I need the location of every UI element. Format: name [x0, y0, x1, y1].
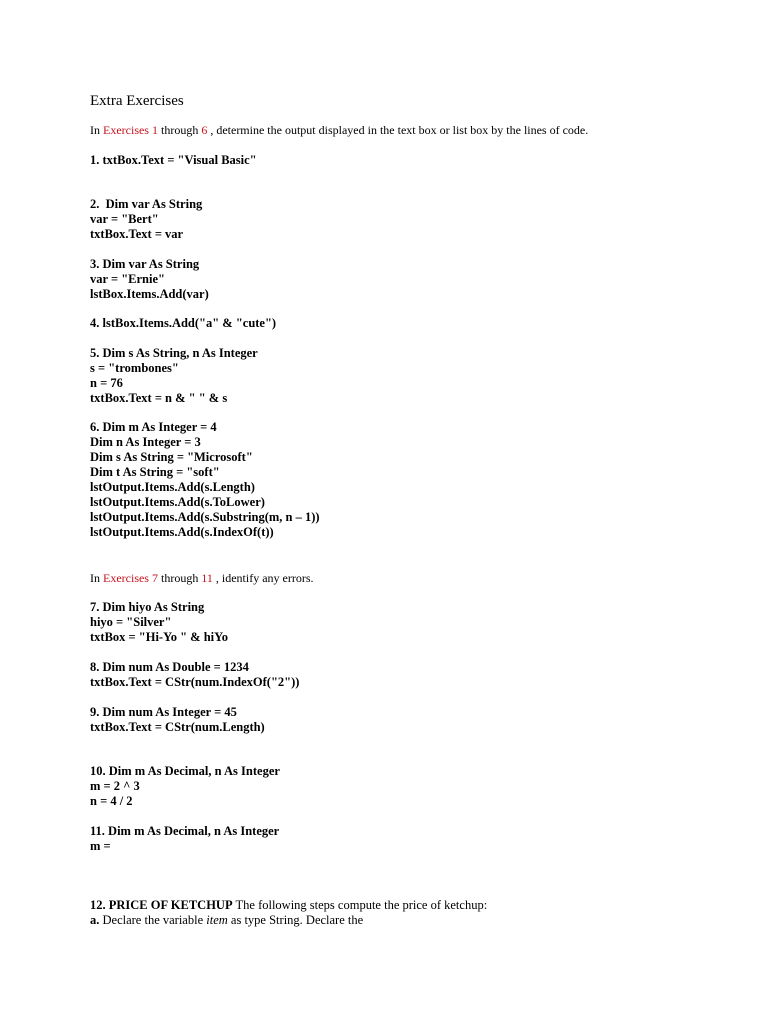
exercise-link[interactable]: 6: [201, 123, 208, 137]
exercise-5-line: s = "trombones": [90, 361, 179, 375]
intro-text: In: [90, 571, 103, 585]
variable-name: item: [206, 913, 228, 927]
exercise-7-line: hiyo = "Silver": [90, 615, 172, 629]
exercise-3-line: var = "Ernie": [90, 272, 165, 286]
exercise-6-line: lstOutput.Items.Add(s.IndexOf(t)): [90, 525, 274, 539]
exercise-12-text: The following steps compute the price of ketchup:: [232, 898, 488, 912]
exercise-5-line: 5. Dim s As String, n As Integer: [90, 346, 258, 360]
exercise-6-line: 6. Dim m As Integer = 4: [90, 420, 217, 434]
exercise-link[interactable]: 11: [201, 571, 213, 585]
exercise-link[interactable]: Exercises 7: [103, 571, 158, 585]
exercise-8-line: 8. Dim num As Double = 1234: [90, 660, 249, 674]
exercise-10-line: n = 4 / 2: [90, 794, 133, 808]
exercise-6-line: lstOutput.Items.Add(s.Length): [90, 480, 255, 494]
intro-exercises-7-11: [90, 571, 314, 586]
exercise-2-line: txtBox.Text = var: [90, 227, 184, 241]
exercise-8-line: txtBox.Text = CStr(num.IndexOf("2")): [90, 675, 300, 689]
intro-text: through: [157, 571, 202, 585]
exercise-12-heading: [90, 898, 487, 913]
exercise-11-line: m =: [90, 839, 111, 853]
exercise-link[interactable]: Exercises 1: [103, 123, 158, 137]
intro-text: , determine the output displayed in the text box or list box by the lines of code.: [207, 123, 589, 137]
exercise-11-line: 11. Dim m As Decimal, n As Integer: [90, 824, 280, 838]
exercise-7-line: 7. Dim hiyo As String: [90, 600, 205, 614]
exercise-3-line: lstBox.Items.Add(var): [90, 287, 209, 301]
intro-exercises-1-6: [90, 123, 588, 138]
exercise-6-line: lstOutput.Items.Add(s.ToLower): [90, 495, 265, 509]
exercise-4-line: 4. lstBox.Items.Add("a" & "cute"): [90, 316, 277, 330]
page-title: Extra Exercises: [90, 93, 184, 109]
exercise-12-step-a: [90, 913, 363, 928]
intro-text: , identify any errors.: [212, 571, 314, 585]
exercise-6-line: Dim n As Integer = 3: [90, 435, 201, 449]
exercise-7-line: txtBox = "Hi-Yo " & hiYo: [90, 630, 229, 644]
exercise-9-line: 9. Dim num As Integer = 45: [90, 705, 237, 719]
exercise-2-line: 2. Dim var As String: [90, 197, 203, 211]
step-label: a.: [90, 913, 100, 927]
exercise-6-line: Dim s As String = "Microsoft": [90, 450, 253, 464]
exercise-3-line: 3. Dim var As String: [90, 257, 200, 271]
exercise-9-line: txtBox.Text = CStr(num.Length): [90, 720, 265, 734]
exercise-12-title: 12. PRICE OF KETCHUP: [90, 898, 233, 912]
exercise-6-line: Dim t As String = "soft": [90, 465, 220, 479]
exercise-5-line: n = 76: [90, 376, 123, 390]
step-text: Declare the variable: [99, 913, 207, 927]
exercise-2-line: var = "Bert": [90, 212, 159, 226]
exercise-5-line: txtBox.Text = n & " " & s: [90, 391, 228, 405]
exercise-1-line: 1. txtBox.Text = "Visual Basic": [90, 153, 257, 167]
intro-text: In: [90, 123, 103, 137]
exercise-10-line: 10. Dim m As Decimal, n As Integer: [90, 764, 280, 778]
exercise-10-line: m = 2 ^ 3: [90, 779, 140, 793]
step-text: as type String. Declare the: [227, 913, 364, 927]
intro-text: through: [157, 123, 202, 137]
exercise-6-line: lstOutput.Items.Add(s.Substring(m, n – 1)): [90, 510, 320, 524]
